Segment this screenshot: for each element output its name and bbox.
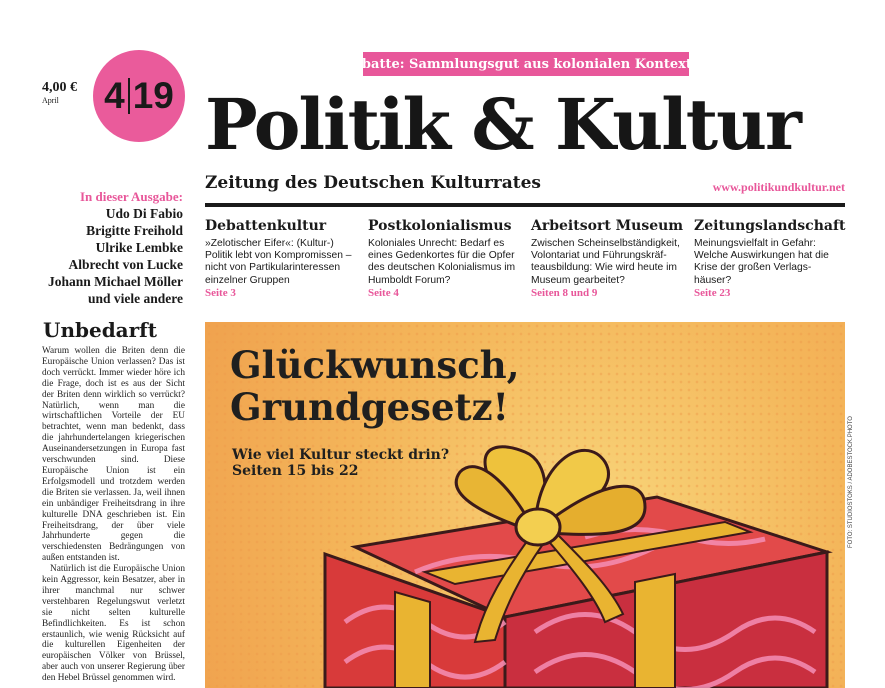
contributor-name: Brigitte Freihold bbox=[86, 223, 183, 238]
teaser-page[interactable]: Seite 23 bbox=[694, 286, 731, 299]
issue-number: 4 bbox=[104, 75, 125, 116]
photo-credit: FOTO: STUDIOSTOKS / ADOBESTOCK.PHOTO bbox=[848, 416, 854, 548]
teaser-zeitungslandschaft[interactable] bbox=[694, 218, 844, 299]
header-rule bbox=[205, 203, 845, 207]
issue-month: April bbox=[42, 96, 59, 105]
contributor-name: und viele andere bbox=[87, 291, 183, 306]
article-title: Unbedarft bbox=[43, 318, 158, 342]
website-link[interactable]: www.politikundkultur.net bbox=[712, 180, 845, 194]
hero-pages[interactable]: Seiten 15 bis 22 bbox=[232, 463, 359, 479]
hero-headline bbox=[230, 344, 520, 428]
teaser-text: Koloniales Unrecht: Bedarf es eines Gedenkortes für die Opfer des deutschen Kolonialismus im Humboldt Forum? bbox=[368, 238, 516, 286]
teaser-text: Zwischen Scheinselbständigkeit, Volontariat und Führungskräfteausbildung: Wie wird heute im Museum gearbeitet? bbox=[531, 238, 680, 286]
teaser-title: Zeitungslandschaft bbox=[694, 218, 846, 234]
teaser-text: »Zelotischer Eifer«: (Kultur-) Politik lebt von Kompromissen – nicht von Partikularinteressen einzelner Gruppen bbox=[205, 238, 352, 286]
debate-banner[interactable]: Debatte: Sammlungsgut aus kolonialen Kontexten bbox=[363, 52, 689, 76]
issue-badge bbox=[93, 50, 185, 142]
price: 4,00 € bbox=[42, 80, 77, 95]
teaser-text: Meinungsvielfalt in Gefahr: Welche Auswirkungen hat die Krise der großen Verlagshäuser? bbox=[694, 238, 829, 286]
hero-subheadline-line: Wie viel Kultur steckt drin? bbox=[232, 447, 450, 463]
contributor-name: Ulrike Lembke bbox=[95, 240, 183, 255]
article-paragraph: Warum wollen die Briten denn die Europäische Union verlassen? Das ist doch verrückt. Immer wieder höre ich die Frage, doch ist es aus der Sicht der Briten denn wirklich so verrückt? Natürlich, wenn man die wirtschaftlichen Vorteile der EU betrachtet, wenn man bedenkt, dass die jahrhundertelangen kriegerischen Auseinandersetzungen in Europa fast verschwunden sind. Diese Europäische Union ist ein Erfolgsmodell und trotzdem werden die Briten sie verlassen. Ja, weil ihnen ein unbändiger Freiheitsdrang in ihre kulturelle DNA geschrieben ist. Ein Freiheitsdrang, der über viele Jahrhunderte gegen die verschiedensten Bedrängungen von außen entstanden ist. bbox=[42, 346, 185, 564]
masthead-title: Politik & Kultur bbox=[205, 83, 800, 166]
contributor-name: Albrecht von Lucke bbox=[68, 257, 183, 272]
contributor-name: Udo Di Fabio bbox=[105, 206, 183, 221]
teaser-title: Debattenkultur bbox=[205, 218, 327, 234]
issue-year: 19 bbox=[132, 75, 174, 116]
hero-illustration[interactable] bbox=[205, 322, 845, 688]
contributor-name: Johann Michael Möller bbox=[48, 274, 183, 289]
teaser-page[interactable]: Seiten 8 und 9 bbox=[531, 286, 598, 299]
teaser-postkolonialismus[interactable] bbox=[368, 218, 518, 299]
masthead-subtitle: Zeitung des Deutschen Kulturrates bbox=[205, 173, 541, 193]
teaser-debattenkultur[interactable] bbox=[205, 218, 355, 299]
teaser-arbeitsort-museum[interactable] bbox=[531, 218, 684, 299]
issue-divider bbox=[128, 78, 130, 114]
teaser-page[interactable]: Seite 3 bbox=[205, 286, 236, 299]
article-paragraph: Natürlich ist die Europäische Union kein Aggressor, kein Besatzer, aber in ihrer manchmal nur schwer verstehbaren Regelungswut verletzt sie nicht selten kulturelle Befindlichkeiten. Es ist schon erstaunlich, wie wenig Rücksicht auf die kulturellen Eigenheiten der europäischen Völker von Brüssel, aber auch von unserer Regierung über den Hebel Brüssel genommen wird. bbox=[42, 564, 185, 684]
hero-headline-line: Glückwunsch, bbox=[230, 343, 520, 387]
hero-headline-line: Grundgesetz! bbox=[230, 385, 509, 429]
teaser-title: Postkolonialismus bbox=[368, 218, 512, 234]
in-this-issue bbox=[40, 188, 183, 307]
teaser-title: Arbeitsort Museum bbox=[531, 218, 684, 234]
article-body bbox=[42, 346, 185, 684]
in-this-issue-heading: In dieser Ausgabe: bbox=[79, 189, 183, 204]
hero-subheadline bbox=[232, 447, 449, 479]
teaser-page[interactable]: Seite 4 bbox=[368, 286, 399, 299]
